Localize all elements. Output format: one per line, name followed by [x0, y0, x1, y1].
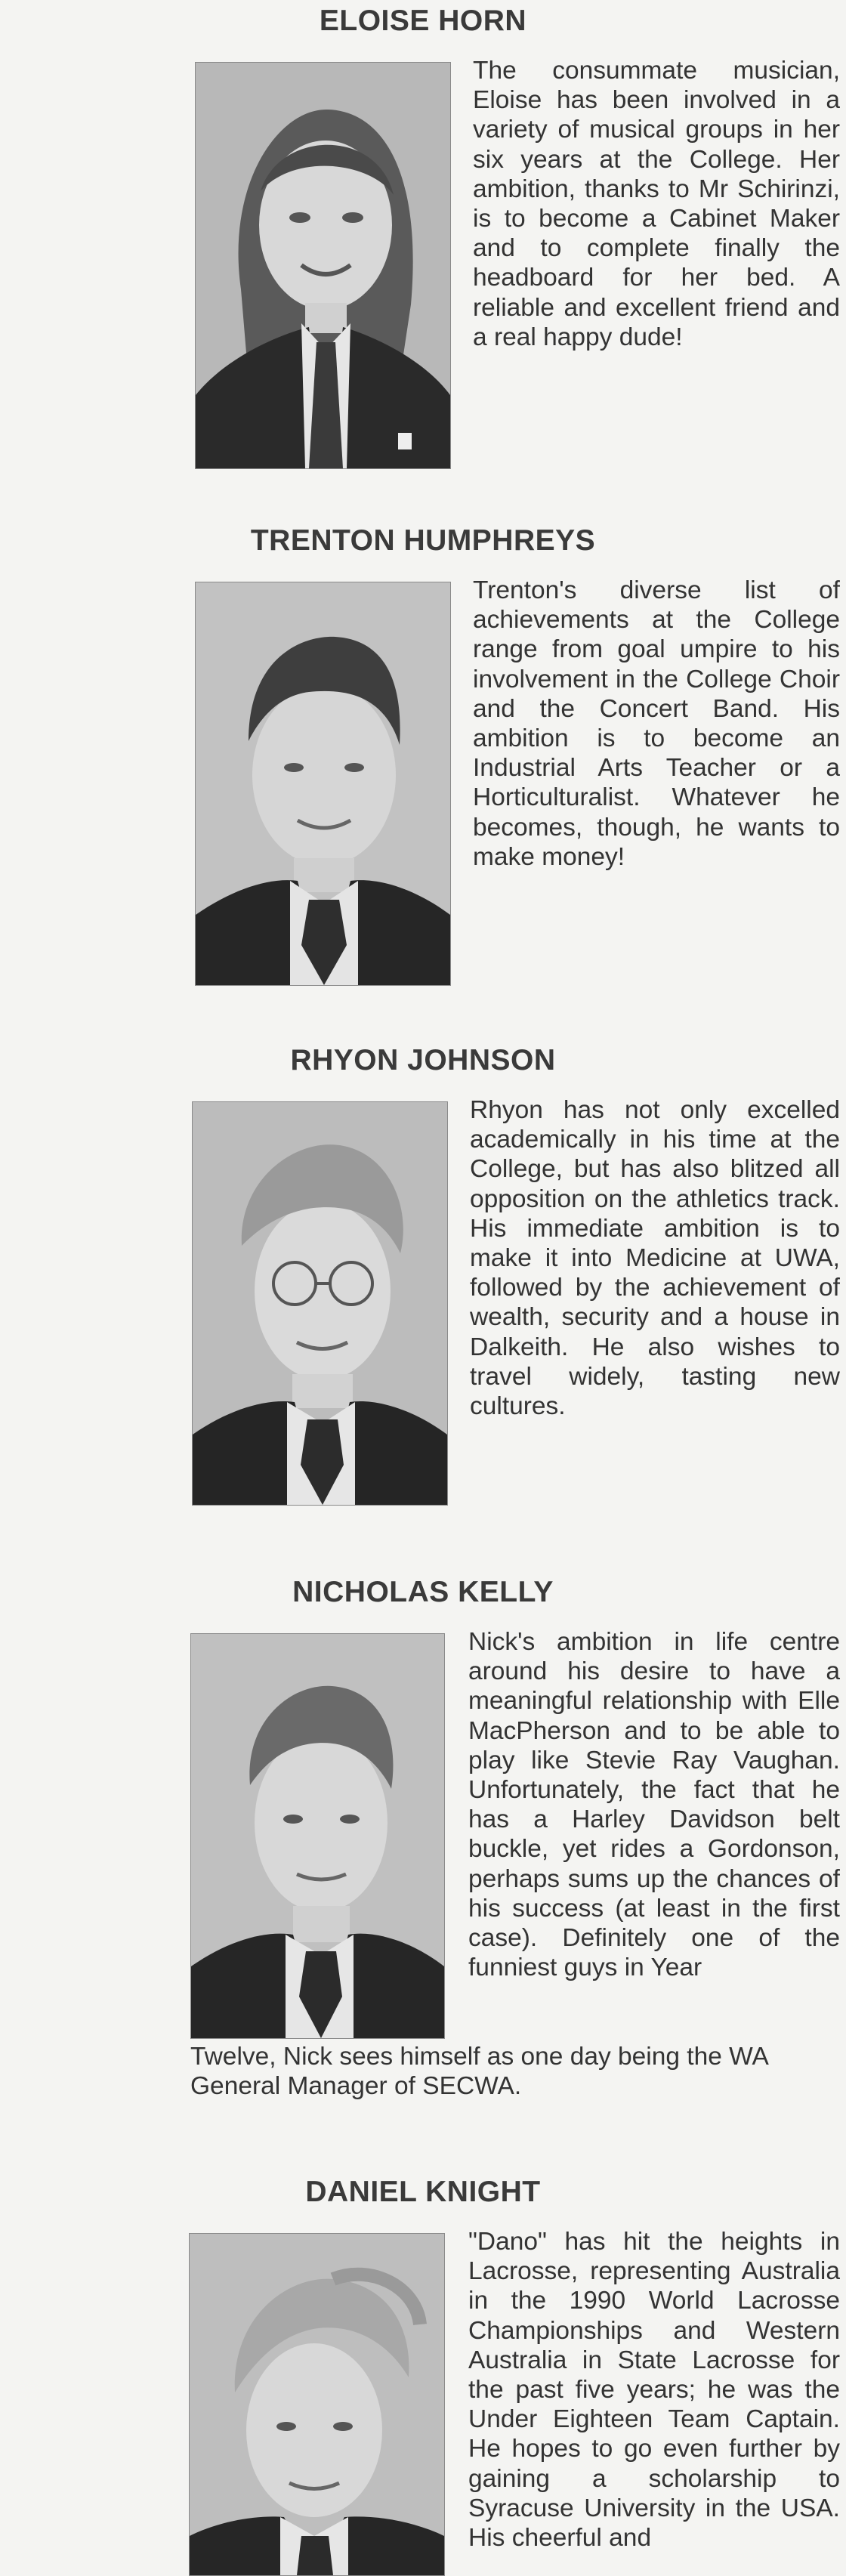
student-bio: Rhyon has not only excelled academically in his time at the College, but has also blitzed all opposition on the athletics track. His immediate ambition is to make it into Medicine at UWA, followed by the achievement of wealth, security and a house in Dalkeith. He also wishes to travel widely, tasting new cultures.	[470, 1096, 840, 1421]
student-bio-continuation: Twelve, Nick sees himself as one day being the WA General Manager of SECWA.	[190, 2043, 768, 2101]
student-portrait-photo	[190, 1633, 445, 2039]
student-bio: The consummate musician, Eloise has been involved in a variety of musical groups in her six years at the College. Her ambition, thanks to Mr Schirinzi, is to become a Cabinet Maker and to complete finally the headboard for her bed. A reliable and excellent friend and a real happy dude!	[473, 57, 840, 351]
student-portrait-photo	[189, 2233, 445, 2576]
student-name: ELOISE HORN	[319, 5, 527, 37]
student-name: DANIEL KNIGHT	[305, 2176, 541, 2208]
student-portrait-photo	[195, 62, 451, 469]
student-name: RHYON JOHNSON	[290, 1044, 556, 1076]
student-bio: Nick's ambition in life centre around his desire to have a meaningful relationship with Elle MacPherson and to be able to play like Stevie Ray Vaughan. Unfortunately, the fact that he has a Harley Davidson belt buckle, yet rides a Gordonson, perhaps sums up the chances of his success (at least in the first case). Definitely one of the funniest guys in Year	[468, 1628, 840, 1982]
student-portrait-photo	[195, 582, 451, 986]
student-bio: Trenton's diverse list of achievements at the College range from goal umpire to his involvement in the College Choir and the Concert Band. His ambition is to become an Industrial Arts Teacher or a Horticulturalist. Whatever he becomes, though, he wants to make money!	[473, 576, 840, 871]
student-portrait-photo	[192, 1101, 448, 1506]
student-name: NICHOLAS KELLY	[292, 1576, 554, 1608]
student-bio: "Dano" has hit the heights in Lacrosse, representing Australia in the 1990 World Lacrosse Championships and Western Australia in State Lacrosse for the past five years; he was the Under Eighteen Team Captain. He hopes to go even further by gaining a scholarship to Syracuse University in the USA. His cheerful and	[468, 2228, 840, 2553]
student-name: TRENTON HUMPHREYS	[250, 524, 596, 557]
